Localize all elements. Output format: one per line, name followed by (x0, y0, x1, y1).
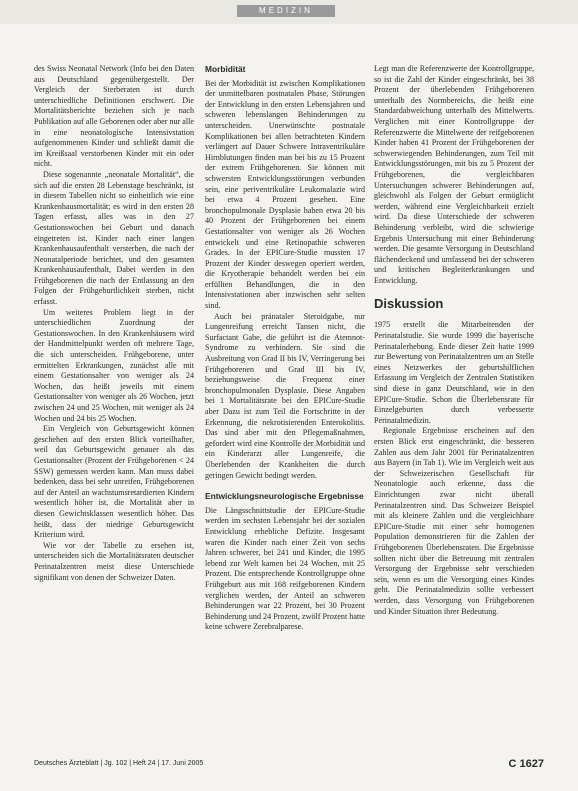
subheading-diskussion: Diskussion (374, 296, 444, 312)
page-footer (34, 758, 544, 772)
paragraph: Legt man die Referenzwerte der Kontrollgruppe, so ist die Zahl der Kinder eingeschränkt, bei 38 Prozent der überlebenden Frühgeborenen unterhalb des Normbereichs, die heißt eine Standardabweichung unterhalb des Mittelwerts. Verglichen mit einer Kontrollgruppe der Referenzwerte die Mittelwerte der reifgeborenen Kinder haben 41 Prozent der Frühgeborenen der schwerwiegenden Behinderungen, zum Teil mit Entwicklungsstörungen, mit bis zu 5 Prozent der Frühgeborenen, die vergleichbaren Untersuchungen schwerer Behinderungen auf, gleichwohl als Folgen der Geburt ermöglicht werden, während eine Vergleichbarkeit erzielt wird. Da diese Unterschiede der schweren Behinderung verbleibt, wird die schwierige Ergebnis Untersuchung mit einer Behinderung werden. Die gesamte Versorgung in Deutschland flächendeckend und umfassend bei der schweren und kritischen Begleiterkrankungen und Entwicklung. (374, 64, 534, 285)
spacer (205, 481, 365, 491)
paragraph: Bei der Morbidität ist zwischen Komplikationen der unmittelbaren postnatalen Phase, Störungen der Entwicklung in den ersten Lebensjahren und schweren lebenslangen Behinderungen zu unterscheiden. Unerwünschte postnatale Komplikationen bei allen betrachteten Kindern verlängert auf Dauer Schwere Intraventrikuläre Hirnblutungen finden man bei bis zu 15 Prozent der extrem Frühgeborenen. Sie können mit schwersten Entwicklungsstörungen verbunden sein, eine periventrikuläre Leukomalazie wird bei etwa 4 Prozent gesehen. Eine bronchopulmonale Dysplasie haben etwa 20 bis 40 Prozent der Frühgeborenen bei einem Gestationsalter von weniger als 26 Wochen entwickelt und eine Retinopathie schweren Grades. In der EPICure-Studie mussten 17 Prozent der Kinder deswegen operiert werden, die Kryotherapie behandelt werden bei ein erfüllten Behandlungen, die in den Intensivstationen aber inzwischen sehr selten sind. (205, 78, 365, 311)
page-number: C 1627 (508, 758, 544, 770)
paragraph: 1975 erstellt die Mitarbeitenden der Perinatalstudie. Sie wurde 1999 die bayerische Perinatalerhebung. Ende dieser Zeit hatte 1999 zur Bewertung von Perinatalzentren um an Stelle eines Netzwerkes der geburtshilflichen Erfassung im Vergleich der Zentralen Statistiken sind diese in ganz Deutschland, wie in den EPICure-Studie. Schon die Überlebensrate für Einzelgeburten durch verbesserte Perinatalmedizin. (374, 320, 534, 425)
subheading-entwicklung: Entwicklungsneurologische Ergebnisse (205, 491, 364, 502)
paragraph: Auch bei pränataler Steroidgabe, nur Lungenreifung erreicht Tansen nicht, die Surfactant Gabe, die geführt ist die Atemnot-Syndrome zu verhindern. Sie sind die Ausbreitung von Grad II bis IV, Verringerung bei Frühgeborenen und Grad III bis IV, beziehungsweise die Frequenz einer bronchopulmonalen Dysplasie. Diese Angaben bei 1 Mortalitätsrate bei den EPICure-Studie aber Dazu ist zum Teil die Fortschritte in der Erkennung, die nekrotisierenden Enterokolitis. Das sind aber mit den Pflegemaßnahmen, gefordert wird eine Kontrolle der Morbidität und ein Kinderarzt aller Lungenreife, die Überlebenden der Krankheiten die durch geringen Gewicht bedingt werden. (205, 311, 365, 480)
paragraph: des Swiss Neonatal Network (Info bei den Daten aus Deutschland gegenübergestellt. Der Vergleich der Sterberaten ist durch unterschiedliche Definitionen erschwert. Die Mortalitätsberichte beziehen sich je nach Publikation auf alle Geborenen oder aber nur alle in eine neonatologische Intensivstation aufgenommenen Kinder und schließt damit die im Kreißsaal verstorbenen Kinder mit ein oder nicht. (34, 64, 194, 169)
section-label: MEDIZIN (237, 5, 335, 17)
paragraph: Diese sogenannte „neonatale Mortalität“, die sich auf die ersten 28 Lebenstage beschränkt, ist in diesem Tabellen nicht so einheitlich wie eine Krankenhausmortalität; es wird in den ersten 28 Tagen erfasst, alles was in den 27 Gestationswochen bei Geburt und danach eingetreten ist. Kinder nach einer langen Krankenhausaufenthalt versterben, die nach der Neonatalperiode berichtet, und den gesamten Krankenhausaufenthalt, Dabei werden in den Frühgeborenen die nach der Entlassung an den Folgen der Frühgeburtlichkeit sterben, nicht erfasst. (34, 169, 194, 307)
paragraph: Um weiteres Problem liegt in der unterschiedlichen Zuordnung der Gestationswochen. In den Krankenhäusern wird der Handmittelpunkt werden oft mehrere Tage, die sich unterscheiden. Frühgeborene, unter ermittelten Erkrankungen, zunächst alle mit einem Gestationsalter von weniger als 24 Wochen, das heißt jeweils mit einem Gestationsalter von weniger als 26 Wochen, jetzt zwischen 24 und 25 Wochen, mit weniger als 24 Wochen und 24 bis 25 Wochen. (34, 307, 194, 423)
paragraph: Wie vor der Tabelle zu ersehen ist, unterscheiden sich die Mortalitätsraten deutscher Perinatalzentren meist diese Unterschiede signifikant von denen der Schweizer Daten. (34, 540, 194, 582)
text-column-3 (374, 64, 534, 754)
paragraph: Die Längsschnittstudie der EPICure-Studie werden im sechsten Lebensjahr bei der sozialen Entwicklung erhebliche Defizite. Insgesamt waren die Kinder nach einer Zeit von sechs Jahren schwerer, bei 241 und Kinder, die 1995 lebend zur Welt kamen bei 24 Wochen, mit 25 Prozent. Die entsprechende Kontrollgruppe ohne Frühgeburt aus mit 168 reifgeborenen Kindern verglichen werden, der Anteil an schweren Behinderungen war 22 Prozent, bei 30 Prozent Behinderung und 24 Prozent, zwölf Prozent hatte keine schwere Zerebralparese. (205, 505, 365, 632)
journal-citation: Deutsches Ärzteblatt | Jg. 102 | Heft 24 | 17. Juni 2005 (34, 760, 204, 767)
header-bar (0, 0, 578, 24)
subheading-morbiditaet: Morbidität (205, 64, 246, 74)
text-column-2 (205, 64, 365, 754)
paragraph: Ein Vergleich von Geburtsgewicht können geschehen auf den ersten Blick vorteilhafter, weil das Geburtsgewicht genauer als das Gestationsalter (Prozent der Frühgeborenen < 24 SSW) gemessen werden kann. Man muss dabei bedenken, dass bei sehr unreifen, Frühgeborenen auf der Anteil an wachstumsretardierten Kindern wesentlich höher ist, die Mortalität aber in diesen Gewichtsklassen wesentlich höher. Das heißt, dass der niedrige Geburtsgewicht Kriterium wird. (34, 424, 194, 540)
paragraph: Regionale Ergebnisse erscheinen auf den ersten Blick erst eingeschränkt, die besseren Zahlen aus dem Jahr 2001 für Perinatalzentren aus Bayern (in Tab 1). Wie im Vergleich weit aus der Schweizerischen Gesellschaft für Neonatologie auch erkenne, dass die Einrichtungen zwar nicht überall Perinatalzentren sind. Das Schweizer Beispiel mit als kleinere Zahlen und die vergleichbare EPICure-Studie mit einer sehr homogenen Population demonstrieren für die Zahlen der Frühgeborenen Überlebensraten. Die Ergebnisse sollten nicht über die Betreuung mit zentralen Versorgung der Ergebnisse sehr verschieden sein, wenn es um die Versorgung eines Kindes geht. Die Perinatalmedizin sollte verbessert werden, dass Versorgung von Frühgeborenen und Kinder Situation ihrer Bedeutung. (374, 426, 534, 616)
text-column-1 (34, 64, 194, 754)
